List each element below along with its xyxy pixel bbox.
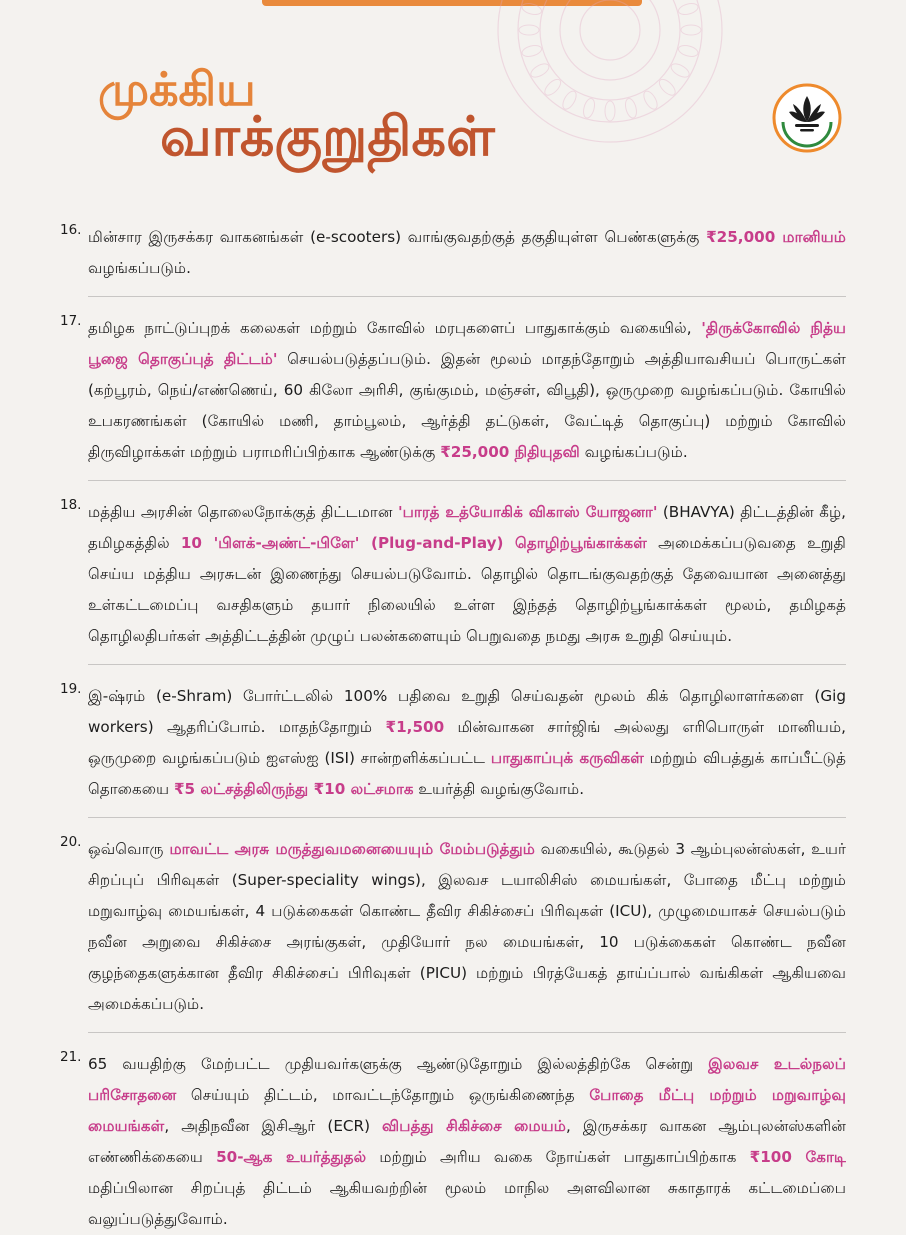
- list-item: [60, 222, 846, 284]
- list-item: [60, 313, 846, 468]
- divider: [88, 296, 846, 297]
- highlight-text: பாதுகாப்புக் கருவிகள்: [490, 749, 645, 767]
- mandala-petal: [582, 97, 597, 119]
- title-line-1: முக்கிய: [98, 62, 256, 116]
- highlight-text: போதை மீட்பு மற்றும் மறுவாழ்வு மையங்கள்: [88, 1086, 847, 1135]
- item-text: [88, 681, 846, 805]
- divider: [88, 664, 846, 665]
- highlight-text: 'திருக்கோவில் நித்ய பூஜை தொகுப்புத் திட்டம்': [88, 319, 847, 368]
- highlight-text: 'பாரத் உத்யோகிக் விகாஸ் யோஜனா': [397, 503, 658, 521]
- item-text: [88, 313, 846, 468]
- mandala-petal: [624, 97, 639, 119]
- highlight-text: ₹5 லட்சத்திலிருந்து ₹10 லட்சமாக: [173, 780, 414, 798]
- item-text: [88, 834, 846, 1020]
- body-text: வகையில், கூடுதல் 3 ஆம்புலன்ஸ்கள், உயர் சிறப்புப் பிரிவுகள் (Super-speciality wings), இலவச டயாலிசிஸ் மையங்கள், போதை மீட்பு மற்றும் மறுவாழ்வு மையங்கள், 4 படுக்கைகள் கொண்ட தீவிர சிகிச்சைப் பிரிவுகள் (ICU), முழுமையாகச் செயல்படும் நவீன அறுவை சிகிச்சை அரங்குகள், முதியோர் நல மையங்கள், 10 படுக்கைகள் கொண்ட நவீன குழந்தைகளுக்கான தீவிர சிகிச்சைப் பிரிவுகள் (PICU) மற்றும் பிரத்யேகத் தாய்ப்பால் வங்கிகள் ஆகியவை அமைக்கப்படும்.: [88, 840, 846, 1013]
- body-text: செயல்படுத்தப்படும். இதன் மூலம் மாதந்தோறும் அத்தியாவசியப் பொருட்கள் (கற்பூரம், நெய்/எண்ணெய், 60 கிலோ அரிசி, குங்குமம், மஞ்சள், விபூதி), ஒருமுறை வழங்கப்படும். கோயில் உபகரணங்கள் (கோயில் மணி, தாம்பூலம், ஆர்த்தி தட்டுகள், வேட்டித் தொகுப்பு) மற்றும் கோவில் திருவிழாக்கள் மற்றும் பராமரிப்பிற்காக ஆண்டுக்கு: [88, 350, 847, 461]
- list-item: [60, 834, 846, 1020]
- divider: [88, 1032, 846, 1033]
- divider: [88, 817, 846, 818]
- mandala-petal: [677, 44, 699, 59]
- highlight-text: இலவச உடல்நலப் பரிசோதனை: [88, 1055, 846, 1104]
- item-number: 19.: [60, 681, 82, 697]
- divider: [88, 480, 846, 481]
- body-text: வழங்கப்படும்.: [579, 443, 688, 461]
- body-text: மற்றும் விபத்துக் காப்பீட்டுத் தொகையை: [88, 749, 847, 798]
- highlight-text: மாவட்ட அரசு மருத்துவமனையையும் மேம்படுத்தும்: [169, 840, 535, 858]
- mandala-petal: [669, 61, 691, 80]
- mandala-decoration-icon: [485, 0, 735, 160]
- body-text: இ-ஷ்ரம் (e-Shram) போர்ட்டலில் 100% பதிவை உறுதி செய்வதன் மூலம் கிக் தொழிலாளர்களை (Gig workers) ஆதரிப்போம். மாதந்தோறும்: [88, 687, 846, 736]
- highlight-text: 10 'பிளக்-அண்ட்-பிளே' (Plug-and-Play) தொழிற்பூங்காக்கள்: [180, 534, 647, 552]
- item-number: 17.: [60, 313, 82, 329]
- promises-list: [60, 222, 846, 1235]
- item-number: 16.: [60, 222, 82, 238]
- mandala-petal: [681, 25, 701, 35]
- lotus-logo-icon: [771, 82, 843, 154]
- mandala-petal: [542, 77, 563, 98]
- item-text: [88, 497, 846, 652]
- highlight-text: விபத்து சிகிச்சை மையம்: [382, 1117, 567, 1135]
- mandala-petal: [529, 61, 551, 80]
- body-text: , இருசக்கர வாகன ஆம்புலன்ஸ்களின் எண்ணிக்கையை: [88, 1117, 846, 1166]
- highlight-text: ₹25,000 நிதியுதவி: [440, 443, 580, 461]
- item-text: [88, 1049, 846, 1235]
- body-text: தமிழக நாட்டுப்புறக் கலைகள் மற்றும் கோவில் மரபுகளைப் பாதுகாக்கும் வகையில்,: [88, 319, 702, 337]
- body-text: மின்சார இருசக்கர வாகனங்கள் (e-scooters) வாங்குவதற்குத் தகுதியுள்ள பெண்களுக்கு: [88, 228, 707, 246]
- item-number: 20.: [60, 834, 82, 850]
- body-text: 65 வயதிற்கு மேற்பட்ட முதியவர்களுக்கு ஆண்டுதோறும் இல்லத்திற்கே சென்று: [88, 1055, 709, 1073]
- body-text: , அதிநவீன இசிஆர் (ECR): [164, 1117, 383, 1135]
- mandala-petal: [521, 44, 543, 59]
- highlight-text: ₹25,000 மானியம்: [706, 228, 846, 246]
- item-number: 21.: [60, 1049, 82, 1065]
- body-text: மின்வாகன சார்ஜிங் அல்லது எரிபொருள் மானியம், ஒருமுறை வழங்கப்படும் ஐஎஸ்ஐ (ISI) சான்றளிக்கப்பட்ட: [88, 718, 847, 767]
- body-text: அமைக்கப்படுவதை உறுதி செய்ய மத்திய அரசுடன் இணைந்து செயல்படுவோம். தொழில் தொடங்குவதற்குத் தேவையான அனைத்து உள்கட்டமைப்பு வசதிகளும் தயார் நிலையில் உள்ள இந்தத் தொழிற்பூங்காக்கள் மூலம், தமிழகத் தொழிலதிபர்கள் அத்திட்டத்தின் முழுப் பலன்களையும் பெறுவதை நமது அரசு உறுதி செய்யும்.: [88, 534, 846, 645]
- title-line-2: வாக்குறுதிகள்: [160, 105, 495, 168]
- body-text: ஒவ்வொரு: [88, 840, 170, 858]
- highlight-text: ₹100 கோடி: [749, 1148, 846, 1166]
- mandala-petal: [677, 2, 699, 17]
- item-text: [88, 222, 846, 284]
- mandala-petal: [605, 101, 615, 121]
- body-text: மதிப்பிலான சிறப்புத் திட்டம் ஆகியவற்றின் மூலம் மாநில அளவிலான சுகாதாரக் கட்டமைப்பை வலுப்படுத்துவோம்.: [88, 1179, 846, 1228]
- body-text: மற்றும் அரிய வகை நோய்கள் பாதுகாப்பிற்காக: [366, 1148, 750, 1166]
- body-text: மத்திய அரசின் தொலைநோக்குத் திட்டமான: [88, 503, 398, 521]
- body-text: உயர்த்தி வழங்குவோம்.: [413, 780, 585, 798]
- mandala-petal: [519, 25, 539, 35]
- body-text: செய்யும் திட்டம், மாவட்டந்தோறும் ஒருங்கிணைந்த: [176, 1086, 590, 1104]
- list-item: [60, 497, 846, 652]
- mandala-petal: [521, 2, 543, 17]
- item-number: 18.: [60, 497, 82, 513]
- body-text: வழங்கப்படும்.: [88, 259, 191, 277]
- list-item: [60, 1049, 846, 1235]
- mandala-petal: [657, 77, 678, 98]
- highlight-text: ₹1,500: [385, 718, 445, 736]
- list-item: [60, 681, 846, 805]
- mandala-petal: [560, 89, 579, 111]
- highlight-text: 50-ஆக உயர்த்துதல்: [216, 1148, 367, 1166]
- body-text: (BHAVYA) திட்டத்தின் கீழ், தமிழகத்தில்: [88, 503, 846, 552]
- mandala-petal: [641, 89, 660, 111]
